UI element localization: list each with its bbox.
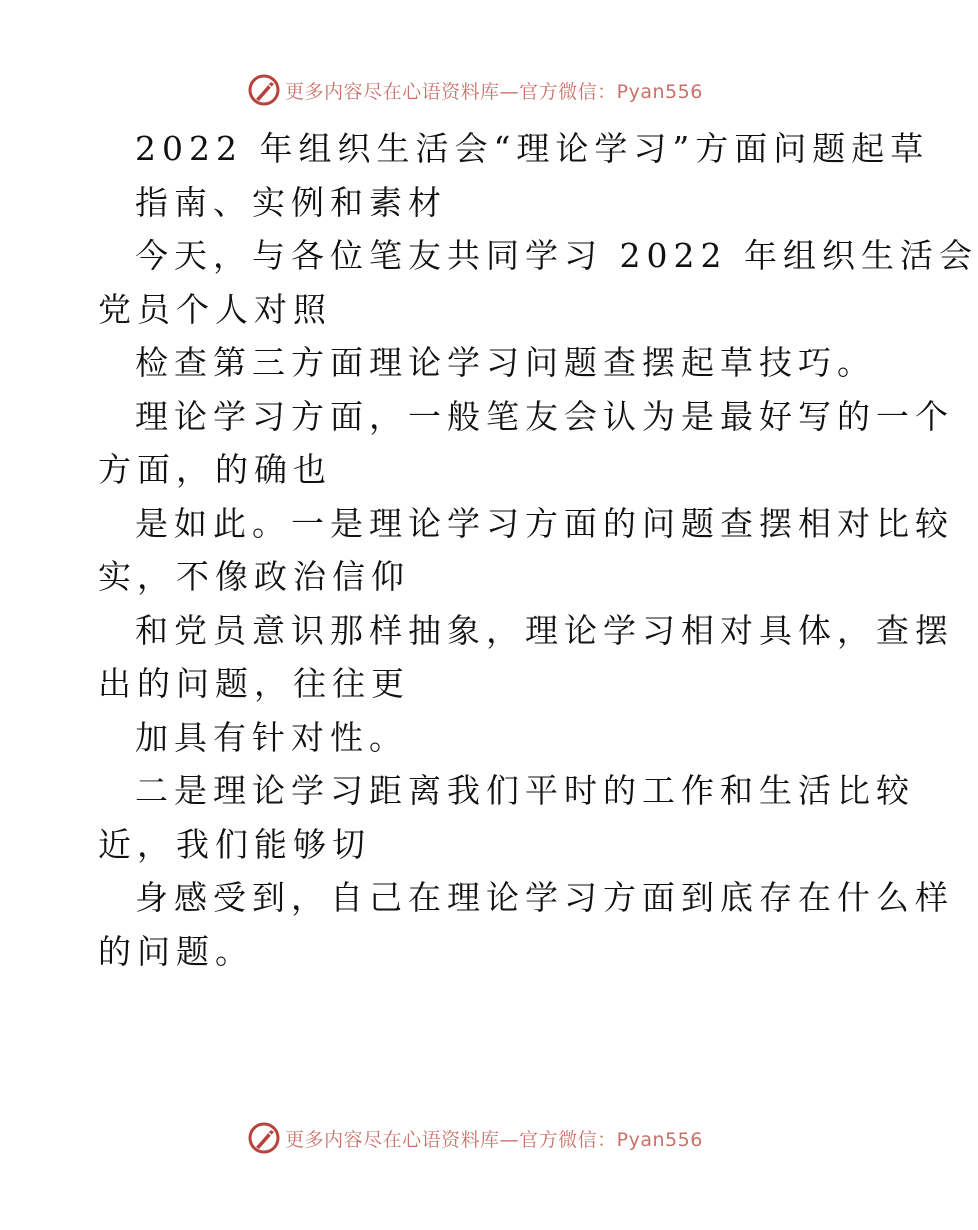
footer-watermark bbox=[0, 1118, 950, 1158]
document-body bbox=[98, 122, 978, 978]
text-line: 加具有针对性。 bbox=[135, 717, 408, 757]
watermark-text: 更多内容尽在心语资料库—官方微信：Pyan556 bbox=[285, 1128, 703, 1151]
text-line: 是如此。一是理论学习方面的问题查摆相对比较 bbox=[135, 503, 954, 543]
text-line: 实，不像政治信仰 bbox=[98, 557, 410, 596]
text-line: 今天，与各位笔友共同学习 2022 年组织生活会 bbox=[135, 236, 978, 275]
text-line: 二是理论学习距离我们平时的工作和生活比较 bbox=[135, 771, 915, 810]
text-line: 党员个人对照 bbox=[98, 289, 332, 329]
text-line: 出的问题，往往更 bbox=[98, 664, 410, 703]
text-line: 方面，的确也 bbox=[98, 450, 332, 489]
text-line: 近，我们能够切 bbox=[98, 824, 371, 864]
watermark-text: 更多内容尽在心语资料库—官方微信：Pyan556 bbox=[285, 80, 703, 103]
quill-pen-circle-icon bbox=[247, 73, 281, 107]
text-line: 检查第三方面理论学习问题查摆起草技巧。 bbox=[135, 343, 876, 382]
text-line: 指南、实例和素材 bbox=[135, 182, 447, 222]
text-line: 2022 年组织生活会“理论学习”方面问题起草 bbox=[135, 129, 930, 168]
quill-pen-circle-icon bbox=[247, 1121, 281, 1155]
text-line: 和党员意识那样抽象，理论学习相对具体，查摆 bbox=[135, 610, 954, 650]
header-watermark bbox=[0, 70, 950, 110]
text-line: 理论学习方面，一般笔友会认为是最好写的一个 bbox=[135, 396, 954, 436]
text-line: 身感受到，自己在理论学习方面到底存在什么样 bbox=[135, 878, 954, 917]
text-line: 的问题。 bbox=[98, 931, 254, 971]
